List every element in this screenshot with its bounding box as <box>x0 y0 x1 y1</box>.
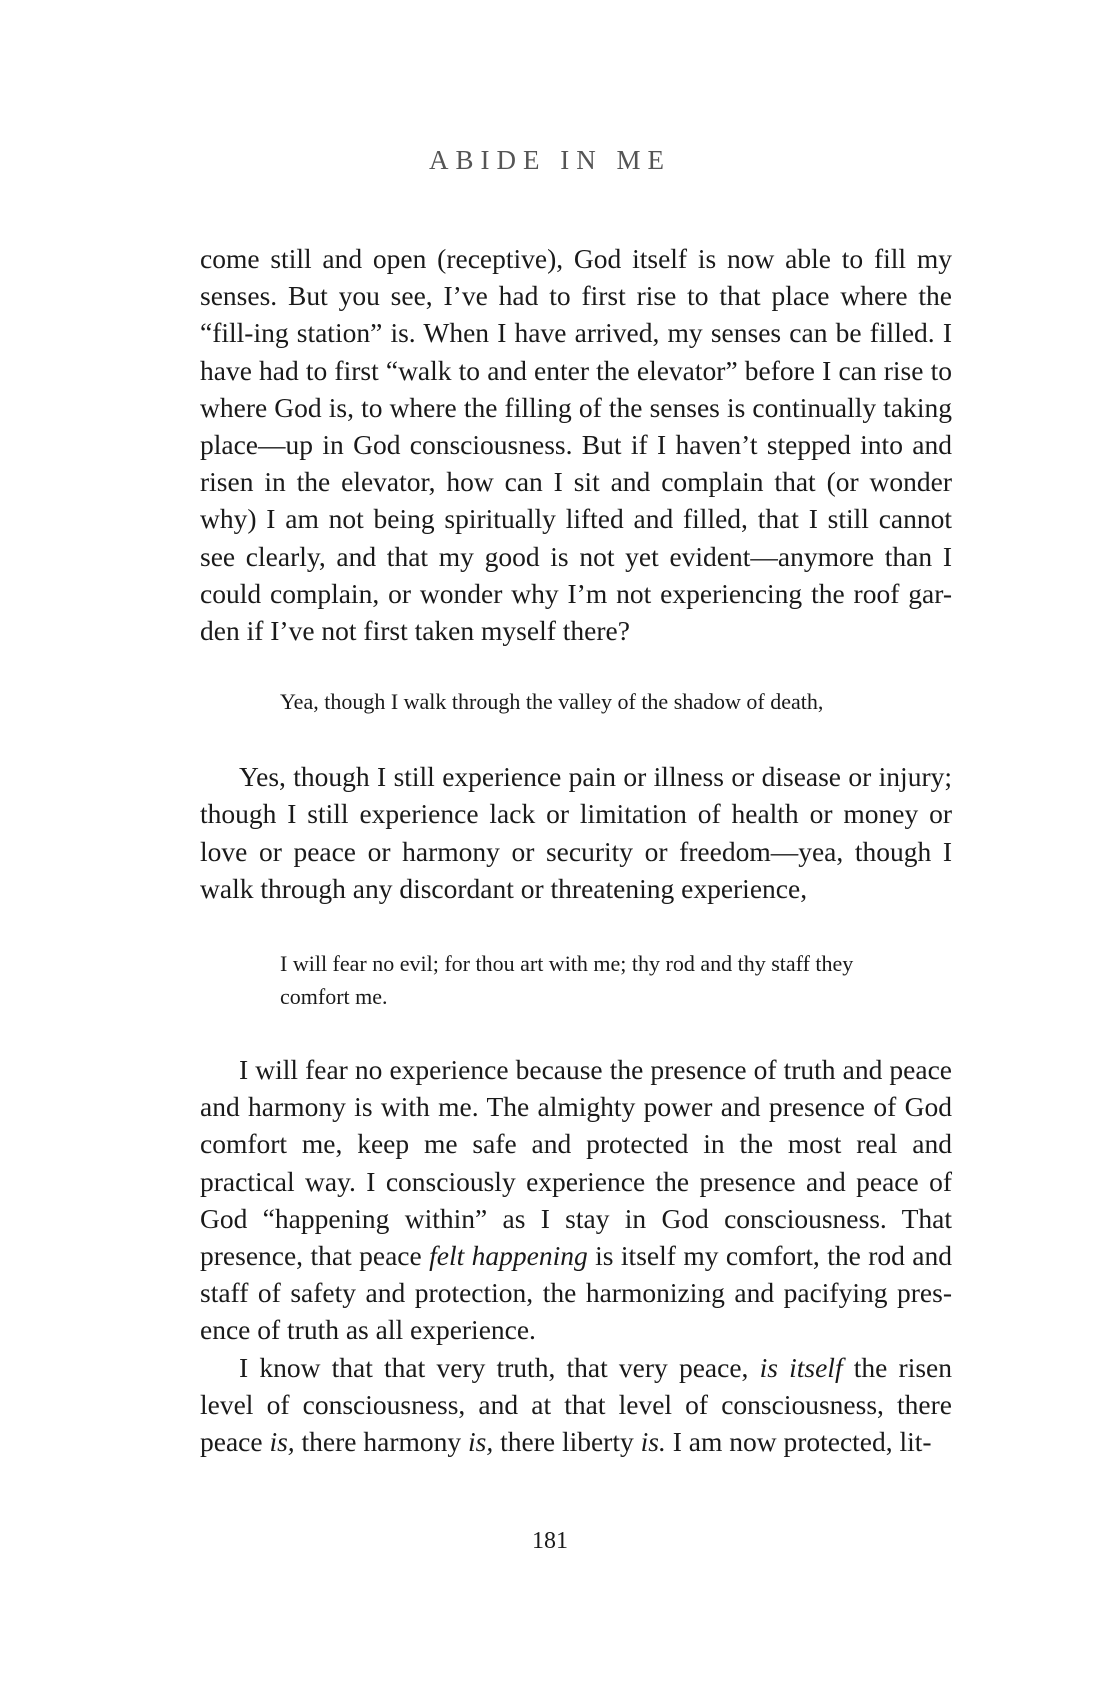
paragraph-3 <box>200 1051 952 1349</box>
paragraph-1: come still and open (receptive), God itself is now able to fill my senses. But you see, I’ve had to first rise to that place where the “fill-ing station” is. When I have arrived, my senses can be filled. I have had to first “walk to and enter the elevator” before I can rise to where God is, to where the filling of the senses is continually taking place—up in God consciousness. But if I haven’t stepped into and risen in the elevator, how can I sit and complain that (or wonder why) I am not being spiritually lifted and filled, that I still cannot see clearly, and that my good is not yet evident—anymore than I could complain, or wonder why I’m not experiencing the roof gar-den if I’ve not first taken myself there? <box>200 243 952 647</box>
paragraph-3-text-a: I will fear no experience because the presence of truth and peace and harmony is with me. The almighty power and presence of God comfort me, keep me safe and protected in the most real and practical way. I consciously experience the presence and peace of God “happening within” as I stay in God consciousness. That presence, that peace <box>200 1054 952 1272</box>
paragraph-4-italic-c: is, <box>468 1426 494 1458</box>
paragraph-3-italic: felt happening <box>429 1240 588 1272</box>
running-header: ABIDE IN ME <box>429 145 671 175</box>
paragraph-4 <box>200 1349 952 1461</box>
page-number: 181 <box>532 1528 568 1554</box>
paragraph-4-text-a: I know that that very truth, that very peace, <box>239 1351 760 1383</box>
paragraph-4-text-e: I am now protected, lit- <box>665 1426 932 1458</box>
paragraph-4-text-b: the risen level of consciousness, and at that level of consciousness, there peace <box>200 1351 953 1458</box>
paragraph-4-italic-d: is. <box>640 1426 666 1458</box>
paragraph-3-text-b: is itself my comfort, the rod and staff of safety and protection, the harmonizing and pacifying pres-ence of truth as all experience. <box>200 1240 952 1346</box>
body-text <box>200 240 952 1460</box>
paragraph-4-text-c: there harmony <box>294 1426 469 1458</box>
paragraph-4-italic-b: is, <box>269 1426 295 1458</box>
scripture-quote-2: I will fear no evil; for thou art with me; thy rod and thy staff they comfort me. <box>280 951 854 1010</box>
paragraph-4-italic-a: is itself <box>759 1351 843 1383</box>
paragraph-2: Yes, though I still experience pain or illness or disease or injury; though I still experience lack or limitation of health or money or love or peace or harmony or security or freedom—yea, though I walk through any discordant or threatening experience, <box>200 761 952 904</box>
scripture-quote-1: Yea, though I walk through the valley of the shadow of death, <box>280 689 824 715</box>
paragraph-4-text-d: there liberty <box>493 1426 641 1458</box>
